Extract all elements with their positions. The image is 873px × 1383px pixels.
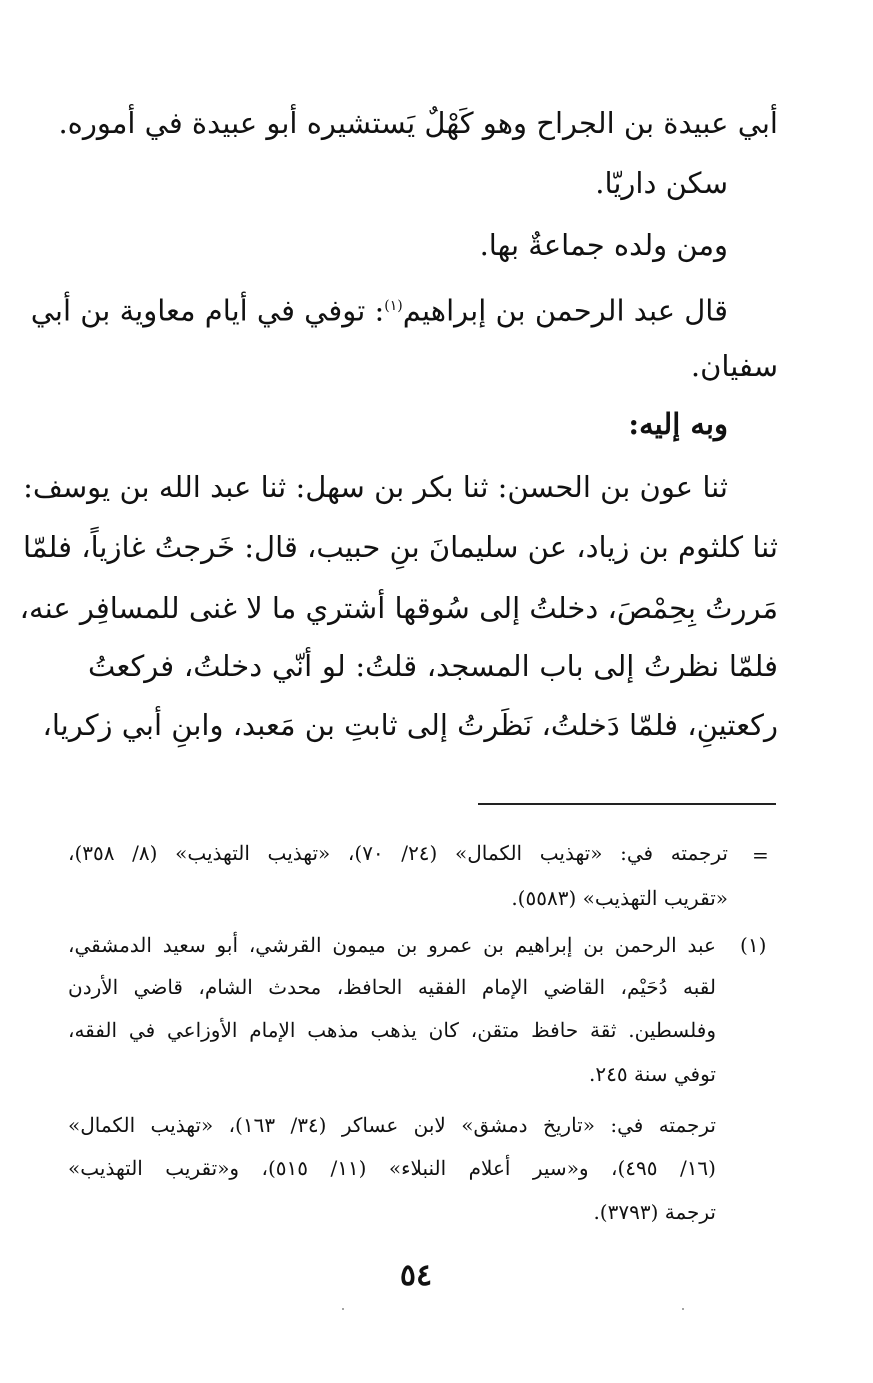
body-line-5: سفيان.: [690, 349, 778, 383]
body-line-8: مَررتُ بِحِمْصَ، دخلتُ إلى سُوقها أشتري ما لا غنى للمسافِر عنه،: [19, 591, 778, 625]
body-line-2: سكن داريّا.: [595, 166, 728, 200]
body-line-3: ومن ولده جماعةٌ بها.: [479, 228, 728, 262]
body-line-7: ثنا كلثوم بن زياد، عن سليمانَ بنِ حبيب، قال: خَرجتُ غازياً، فلمّا: [22, 530, 778, 564]
body-line-6: ثنا عون بن الحسن: ثنا بكر بن سهل: ثنا عبد الله بن يوسف:: [23, 470, 728, 504]
scan-speck: [342, 1308, 344, 1310]
body-line-4: [30, 286, 728, 331]
footnote-1-line-4: توفي سنة ٢٤٥.: [589, 1062, 716, 1086]
body-line-9: فلمّا نظرتُ إلى باب المسجد، قلتُ: لو أنّي دخلتُ، فركعتُ: [88, 649, 778, 683]
section-heading: وبه إليه:: [628, 407, 728, 441]
footnote-1-line-7: ترجمة (٣٧٩٣).: [593, 1200, 716, 1224]
scan-speck: [682, 1308, 684, 1310]
footnote-continuation-marker: =: [752, 843, 769, 867]
body-line-10: ركعتينِ، فلمّا دَخلتُ، نَظَرتُ إلى ثابتِ بن مَعبد، وابنِ أبي زكريا،: [42, 708, 778, 742]
footnote-1-line-2: لقبه دُحَيْم، القاضي الإمام الفقيه الحافظ، محدث الشام، قاضي الأردن: [68, 975, 716, 999]
footnote-1-marker: (١): [740, 933, 767, 957]
body-line-1: أبي عبيدة بن الجراح وهو كَهْلٌ يَستشيره أبو عبيدة في أموره.: [58, 106, 778, 140]
footnote-continuation-line-2: «تقريب التهذيب» (٥٥٨٣).: [511, 886, 728, 910]
footnote-1-line-6: (١٦/ ٤٩٥)، و«سير أعلام النبلاء» (١١/ ٥١٥)، و«تقريب التهذيب»: [68, 1156, 716, 1180]
attribution-continuation: : توفي في أيام معاوية بن أبي: [30, 293, 385, 328]
footnote-ref-1[interactable]: (١): [384, 298, 403, 314]
footnote-1-line-1: عبد الرحمن بن إبراهيم بن عمرو بن ميمون القرشي، أبو سعيد الدمشقي،: [68, 933, 716, 957]
footnote-1-line-3: وفلسطين. ثقة حافظ متقن، كان يذهب مذهب الإمام الأوزاعي في الفقه،: [68, 1018, 716, 1042]
footnote-continuation-line-1: ترجمته في: «تهذيب الكمال» (٢٤/ ٧٠)، «تهذيب التهذيب» (٨/ ٣٥٨)،: [68, 841, 728, 865]
footnote-1-line-5: ترجمته في: «تاريخ دمشق» لابن عساكر (٣٤/ ١٦٣)، «تهذيب الكمال»: [68, 1113, 716, 1137]
footnote-separator: [478, 803, 776, 805]
page-number: ٥٤: [399, 1258, 433, 1293]
attribution-text: قال عبد الرحمن بن إبراهيم: [402, 293, 728, 328]
